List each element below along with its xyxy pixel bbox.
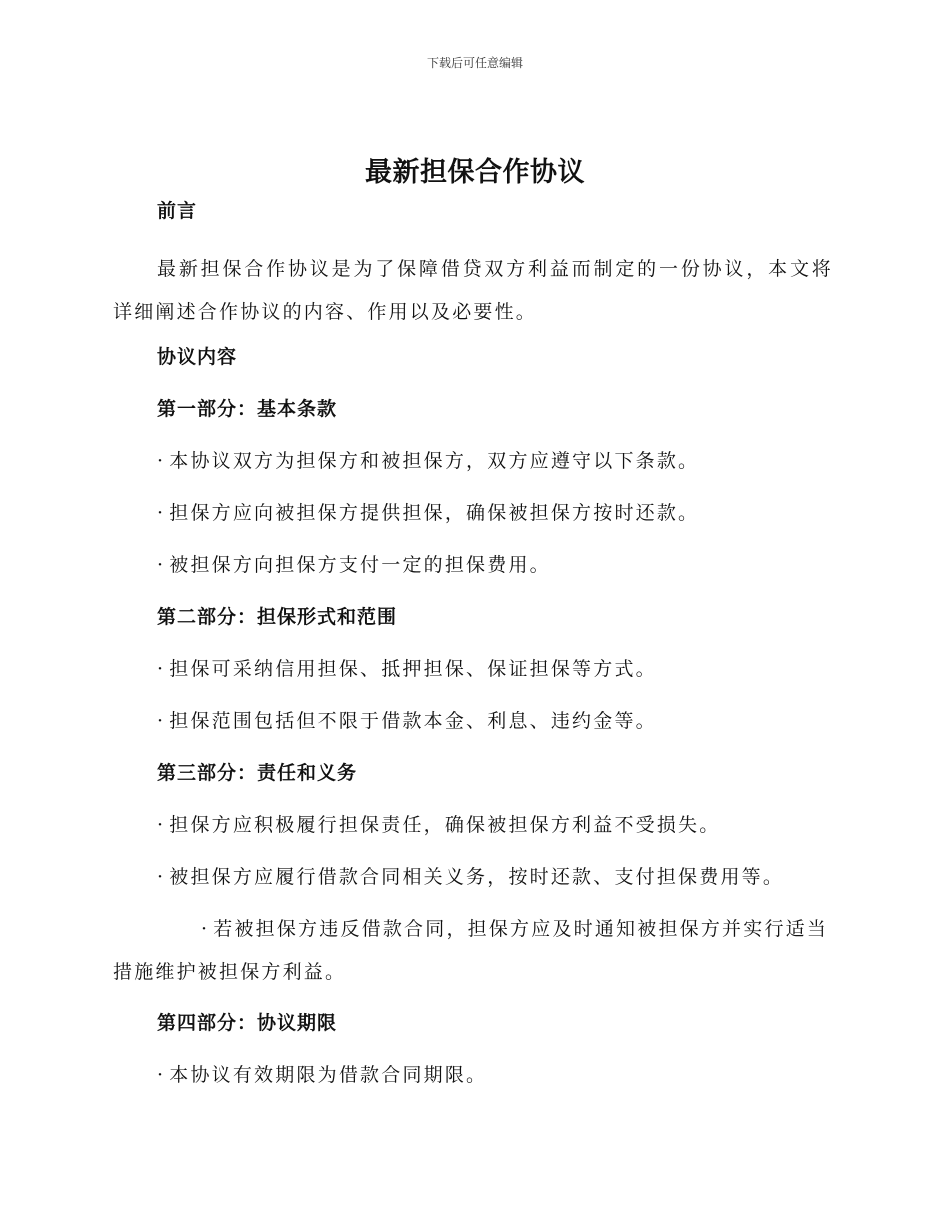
content-heading: 协议内容	[157, 346, 238, 368]
list-item-text: 本协议双方为担保方和被担保方，双方应遵守以下条款。	[169, 450, 700, 472]
list-item	[113, 654, 833, 684]
page-header-note: 下载后可任意编辑	[426, 56, 523, 70]
list-item-text: 担保方应向被担保方提供担保，确保被担保方按时还款。	[169, 502, 700, 524]
list-item	[113, 810, 833, 840]
bullet-dot: ·	[157, 658, 166, 680]
section-heading: 第二部分：担保形式和范围	[157, 606, 398, 628]
list-item-text: 被担保方向担保方支付一定的担保费用。	[169, 554, 551, 576]
section-heading: 第四部分：协议期限	[157, 1012, 338, 1034]
document-title: 最新担保合作协议	[365, 157, 585, 188]
document-body	[113, 196, 833, 1112]
preface-heading: 前言	[157, 200, 198, 222]
bullet-dot: ·	[157, 554, 166, 576]
list-item-text: 若被担保方违反借款合同，担保方应及时通知被担保方并实行适当措施维护被担保方利益。	[113, 918, 829, 983]
section-heading: 第一部分：基本条款	[157, 398, 338, 420]
list-item	[113, 446, 833, 476]
list-item-text: 被担保方应履行借款合同相关义务，按时还款、支付担保费用等。	[169, 866, 785, 888]
list-item	[113, 862, 833, 892]
bullet-dot: ·	[157, 814, 166, 836]
list-item	[113, 706, 833, 736]
bullet-dot: ·	[157, 450, 166, 472]
bullet-dot: ·	[157, 866, 166, 888]
list-item	[113, 498, 833, 528]
bullet-dot: ·	[201, 918, 210, 940]
bullet-dot: ·	[157, 710, 166, 732]
list-item	[113, 1060, 833, 1090]
bullet-dot: ·	[157, 502, 166, 524]
section-heading: 第三部分：责任和义务	[157, 762, 358, 784]
list-item-text: 本协议有效期限为借款合同期限。	[169, 1064, 488, 1086]
list-item-text: 担保范围包括但不限于借款本金、利息、违约金等。	[169, 710, 657, 732]
list-item	[113, 908, 833, 994]
bullet-dot: ·	[157, 1064, 166, 1086]
list-item	[113, 550, 833, 580]
list-item-text: 担保方应积极履行担保责任，确保被担保方利益不受损失。	[169, 814, 721, 836]
preface-paragraph: 最新担保合作协议是为了保障借贷双方利益而制定的一份协议，本文将详细阐述合作协议的内容、作用以及必要性。	[113, 258, 833, 323]
list-item-text: 担保可采纳信用担保、抵押担保、保证担保等方式。	[169, 658, 657, 680]
